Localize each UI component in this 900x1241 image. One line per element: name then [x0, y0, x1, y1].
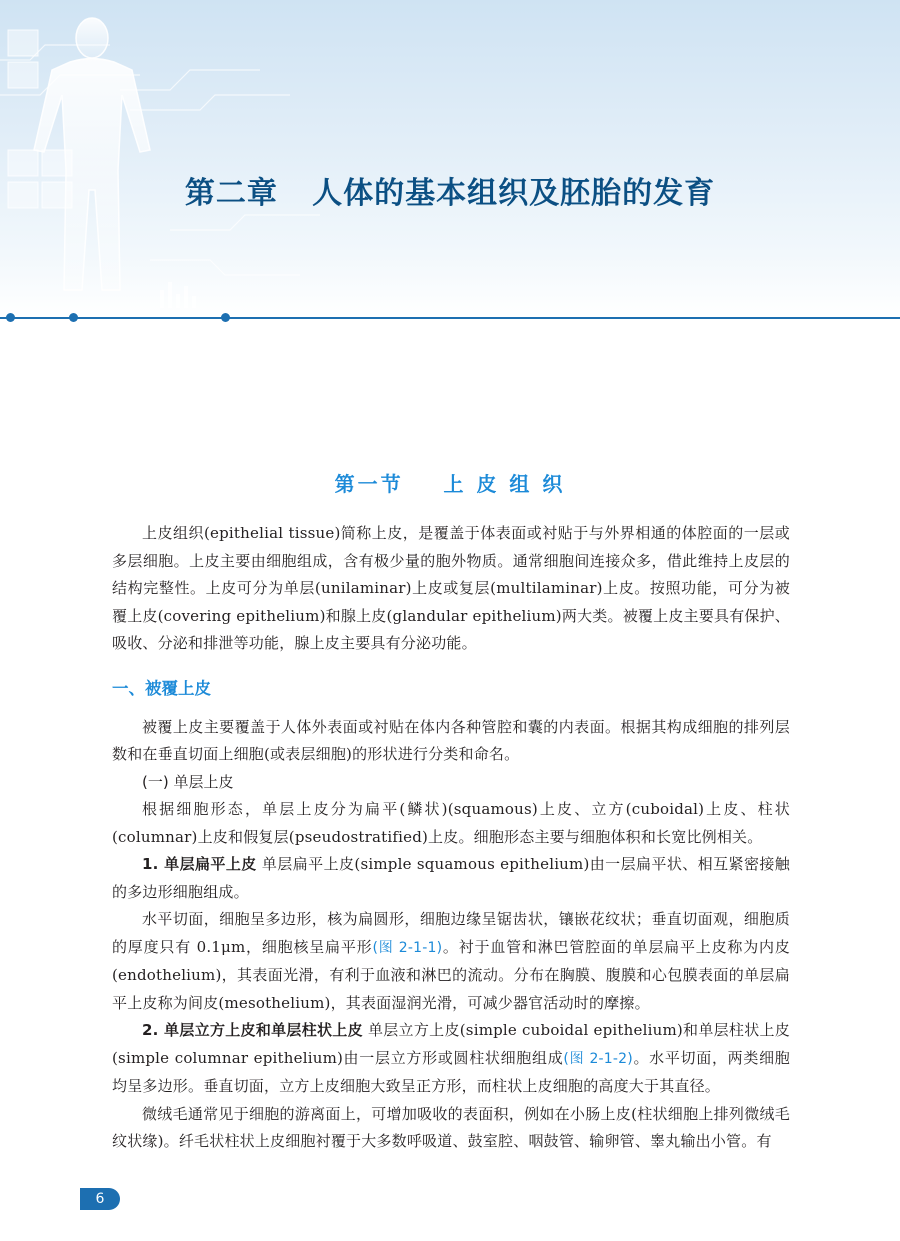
paragraph-text: 水平切面，细胞呈多边形，核为扁圆形，细胞边缘呈锯齿状，镶嵌花纹状；垂直切面观，细胞质的厚度只有 0.1μm，细胞核呈扁平形 [112, 910, 790, 956]
body-text [112, 520, 790, 1156]
chapter-banner [0, 0, 900, 318]
paragraph-text: 单层立方上皮(simple cuboidal epithelium)和单层柱状上皮(simple columnar epithelium)由一层立方形或圆柱状细胞组成 [112, 1021, 790, 1067]
paragraph-text: 单层扁平上皮(simple squamous epithelium)由一层扁平状、相互紧密接触的多边形细胞组成。 [112, 855, 790, 901]
paragraph-text: 。水平切面，两类细胞均呈多边形。垂直切面，立方上皮细胞大致呈正方形，而柱状上皮细胞的高度大于其直径。 [112, 1048, 790, 1095]
paragraph: 根据细胞形态，单层上皮分为扁平(鳞状)(squamous)上皮、立方(cuboidal)上皮、柱状(columnar)上皮和假复层(pseudostratified)上皮。细胞形态主要与细胞体积和长宽比例相关。 [112, 800, 790, 846]
paragraph [112, 1017, 790, 1101]
divider-dot [6, 313, 15, 322]
paragraph: 被覆上皮主要覆盖于人体外表面或衬贴在体内各种管腔和囊的内表面。根据其构成细胞的排列层数和在垂直切面上细胞(或表层细胞)的形状进行分类和命名。 [112, 717, 790, 763]
paragraph [112, 906, 790, 1017]
figure-reference-link[interactable]: (图 2-1-2) [563, 1050, 633, 1067]
paragraph-text: 。衬于血管和淋巴管腔面的单层扁平上皮称为内皮(endothelium)，其表面光滑，有利于血液和淋巴的流动。分布在胸膜、腹膜和心包膜表面的单层扁平上皮称为间皮(mesothelium)，其表面湿润光滑，可减少器官活动时的摩擦。 [112, 937, 791, 1012]
divider-dot [221, 313, 230, 322]
paragraph: 上皮组织(epithelial tissue)简称上皮，是覆盖于体表面或衬贴于与外界相通的体腔面的一层或多层细胞。上皮主要由细胞组成，含有极少量的胞外物质。通常细胞间连接众多，借此维持上皮层的结构完整性。上皮可分为单层(unilaminar)上皮或复层(multilaminar)上皮。按照功能，可分为被覆上皮(covering epithelium)和腺上皮(glandular epithelium)两大类。被覆上皮主要具有保护、吸收、分泌和排泄等功能，腺上皮主要具有分泌功能。 [112, 524, 790, 652]
chapter-title: 第二章 人体的基本组织及胚胎的发育 [184, 176, 716, 211]
divider-dot [69, 313, 78, 322]
page-number: 6 [80, 1188, 120, 1210]
section-title: 第一节 上 皮 组 织 [334, 472, 566, 496]
run-in-heading: 2. 单层立方上皮和单层柱状上皮 [142, 1021, 363, 1039]
banner-divider [0, 317, 900, 319]
subheading-covering-epithelium: 一、被覆上皮 [112, 678, 211, 698]
subheading-simple-epithelium: (一) 单层上皮 [142, 772, 234, 791]
paragraph [112, 851, 790, 906]
human-body-illustration [0, 0, 900, 318]
paragraph: 微绒毛通常见于细胞的游离面上，可增加吸收的表面积，例如在小肠上皮(柱状细胞上排列微绒毛纹状缘)。纤毛状柱状上皮细胞衬覆于大多数呼吸道、鼓室腔、咽鼓管、输卵管、睾丸输出小管。有 [112, 1104, 790, 1150]
run-in-heading: 1. 单层扁平上皮 [142, 855, 257, 873]
figure-reference-link[interactable]: (图 2-1-1) [372, 939, 443, 956]
